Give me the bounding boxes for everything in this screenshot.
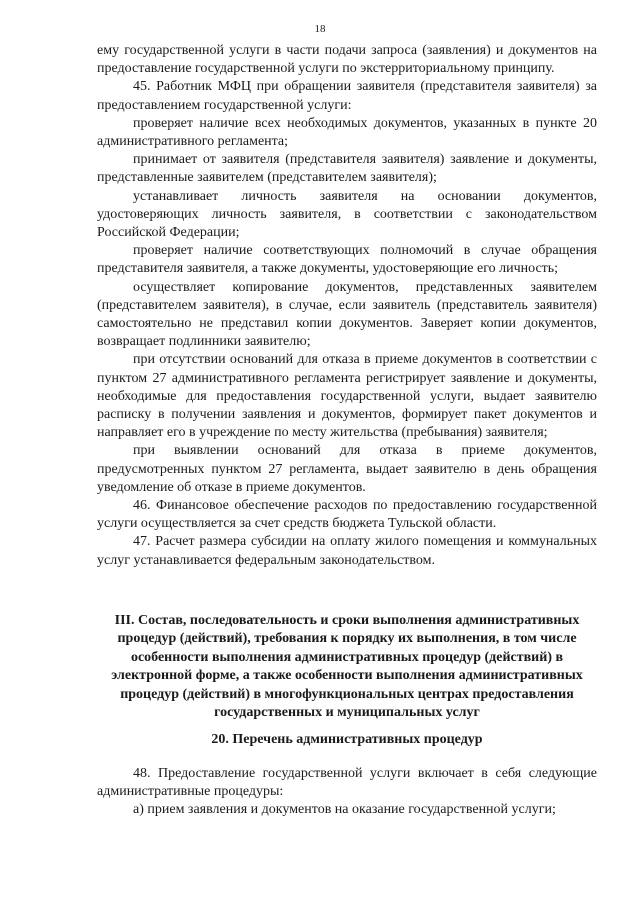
paragraph: проверяет наличие всех необходимых документов, указанных в пункте 20 административного регламента; — [97, 115, 597, 150]
subsection-heading: 20. Перечень административных процедур — [211, 732, 483, 747]
body-text-bottom — [97, 765, 597, 820]
paragraph: а) прием заявления и документов на оказание государственной услуги; — [133, 802, 556, 818]
paragraph: осуществляет копирование документов, представленных заявителем (представителем заявителя), в случае, если заявитель (представитель заявителя) самостоятельно не представил копии документов. Заверяет копии документов, возвращает подлинники заявителю; — [97, 279, 597, 350]
paragraph: устанавливает личность заявителя на основании документов, удостоверяющих личность заявителя, в соответствии с законодательством Российской Федерации; — [97, 188, 597, 241]
paragraph: ему государственной услуги в части подачи запроса (заявления) и документов на предоставление государственной услуги по экстерриториальному принципу. — [97, 43, 597, 77]
paragraph: 45. Работник МФЦ при обращении заявителя (представителя заявителя) за предоставлением государственной услуги: — [97, 79, 597, 113]
paragraph: 47. Расчет размера субсидии на оплату жилого помещения и коммунальных услуг устанавливается федеральным законодательством. — [97, 534, 597, 568]
paragraph: проверяет наличие соответствующих полномочий в случае обращения представителя заявителя, а также документы, удостоверяющие его личность; — [97, 243, 597, 277]
paragraph: 46. Финансовое обеспечение расходов по предоставлению государственной услуги осуществляется за счет средств бюджета Тульской области. — [97, 498, 597, 532]
paragraph: принимает от заявителя (представителя заявителя) заявление и документы, представленные заявителем (представителем заявителя); — [97, 152, 597, 186]
paragraph: 48. Предоставление государственной услуги включает в себя следующие административные процедуры: — [97, 766, 597, 800]
page-number: 18 — [314, 23, 326, 35]
section-heading: III. Состав, последовательность и сроки выполнения административных процедур (действий), требования к порядку их выполнения, в том числе особенности выполнения административных процедур (действий) в электронной форме, а также особенности выполнения административных процедур (действий) в многофункциональных центрах предоставления государственных и муниципальных услуг — [111, 613, 583, 721]
paragraph: при выявлении оснований для отказа в приеме документов, предусмотренных пунктом 27 регламента, выдает заявителю в день обращения уведомление об отказе в приеме документов. — [97, 443, 597, 495]
paragraph: при отсутствии оснований для отказа в приеме документов в соответствии с пунктом 27 административного регламента регистрирует заявление и документы, необходимые для предоставления государственной услуги, выдает заявителю расписку в получении заявления и документов, формирует пакет документов и направляет его в учреждение по месту жительства (пребывания) заявителя; — [97, 352, 597, 441]
body-text-top — [97, 42, 597, 570]
